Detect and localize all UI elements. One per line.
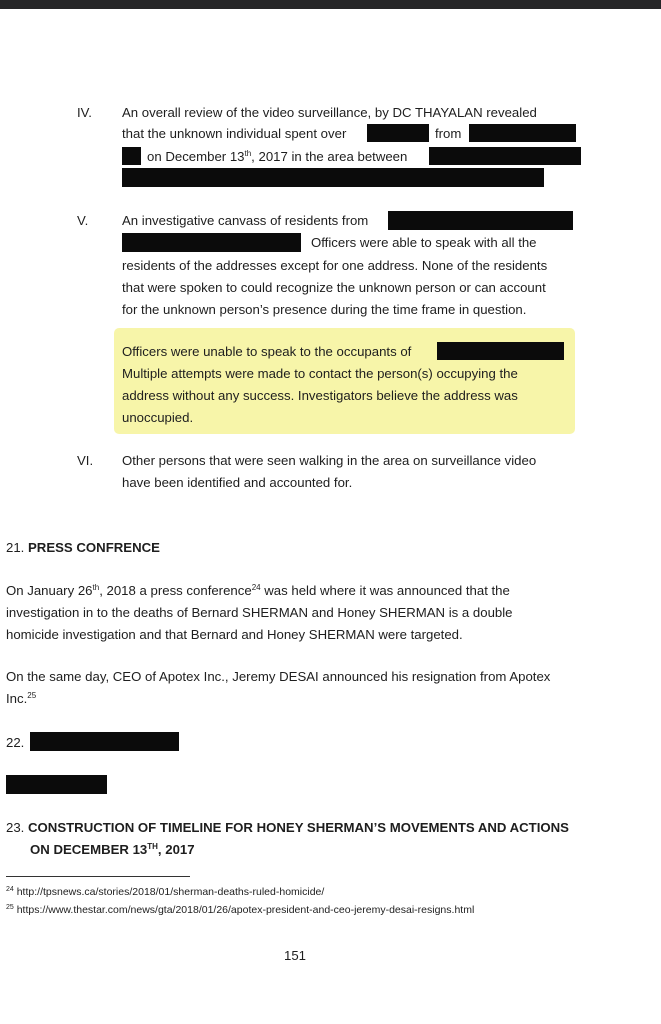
- item-v-line5: for the unknown person’s presence during the time frame in question.: [122, 302, 527, 317]
- section-title: CONSTRUCTION OF TIMELINE FOR HONEY SHERMAN’S MOVEMENTS AND ACTIONS: [28, 820, 569, 835]
- footnote-ref: 24: [251, 583, 261, 592]
- item-iv-line2b: from: [435, 126, 462, 141]
- item-v-line1: An investigative canvass of residents from: [122, 213, 369, 228]
- section-21-para1-line1: On January 26th, 2018 a press conference$^{24}$ was held where it was announced that the: [6, 583, 510, 598]
- section-21-para2-line2: Inc.$^{25}$: [6, 691, 37, 706]
- item-v-para2-line4: unoccupied.: [122, 410, 194, 425]
- footnote-25: $^{25}$ https://www.thestar.com/news/gta/2018/01/26/apotex-president-and-ceo-jeremy-desai-resigns.html: [6, 904, 475, 916]
- redaction-box: [429, 147, 581, 165]
- page-number: 151: [284, 948, 307, 963]
- redaction-box: [437, 342, 564, 360]
- footnote-link[interactable]: http://tpsnews.ca/stories/2018/01/sherman-deaths-ruled-homicide/: [16, 886, 325, 898]
- section-21-para2-line1: On the same day, CEO of Apotex Inc., Jeremy DESAI announced his resignation from Apotex: [6, 669, 551, 684]
- item-iv-line2a: that the unknown individual spent over: [122, 126, 347, 141]
- footnote-divider: [6, 876, 190, 877]
- item-v-line3: residents of the addresses except for one address. None of the residents: [122, 258, 548, 273]
- footnote-24: $^{24}$ http://tpsnews.ca/stories/2018/01/sherman-deaths-ruled-homicide/: [6, 886, 325, 898]
- section-number: 21.: [6, 540, 25, 555]
- item-vi-line1: Other persons that were seen walking in the area on surveillance video: [122, 453, 537, 468]
- item-v-para2-line2: Multiple attempts were made to contact the person(s) occupying the: [122, 366, 518, 381]
- item-iv-line3: on December 13th, 2017 in the area between: [147, 149, 408, 164]
- section-21-heading: [6, 540, 160, 556]
- item-v-para2-line1: Officers were unable to speak to the occupants of: [122, 344, 412, 359]
- section-21-para1-line3: homicide investigation and that Bernard and Honey SHERMAN were targeted.: [6, 627, 463, 642]
- redaction-box: [469, 124, 576, 142]
- redaction-box: [122, 233, 301, 252]
- section-title: PRESS CONFRENCE: [28, 540, 160, 555]
- top-edge-bar: [0, 0, 661, 9]
- item-vi-line2: have been identified and accounted for.: [122, 475, 353, 490]
- redaction-box: [6, 775, 107, 794]
- footnote-ref: 25: [27, 691, 37, 700]
- item-vi-numeral: VI.: [77, 453, 94, 468]
- section-21-para1-line2: investigation in to the deaths of Bernard SHERMAN and Honey SHERMAN is a double: [6, 605, 513, 620]
- footnote-link[interactable]: https://www.thestar.com/news/gta/2018/01/26/apotex-president-and-ceo-jeremy-desai-resigns.html: [16, 904, 475, 916]
- item-iv-numeral: IV.: [77, 105, 92, 120]
- section-23-heading-line2: ON DECEMBER 13TH, 2017: [30, 842, 195, 857]
- redaction-box: [122, 147, 141, 165]
- item-v-numeral: V.: [77, 213, 89, 228]
- section-22-number: 22.: [6, 735, 25, 750]
- redaction-box: [30, 732, 179, 751]
- item-v-line4: that were spoken to could recognize the unknown person or can account: [122, 280, 546, 295]
- item-v-para2-line3: address without any success. Investigators believe the address was: [122, 388, 518, 403]
- redaction-box: [122, 168, 544, 187]
- item-iv-line1: An overall review of the video surveillance, by DC THAYALAN revealed: [122, 105, 537, 120]
- item-v-line2: Officers were able to speak with all the: [311, 235, 537, 250]
- section-number: 23.: [6, 820, 25, 835]
- section-23-heading-line1: [6, 820, 569, 836]
- redaction-box: [388, 211, 573, 230]
- redaction-box: [367, 124, 429, 142]
